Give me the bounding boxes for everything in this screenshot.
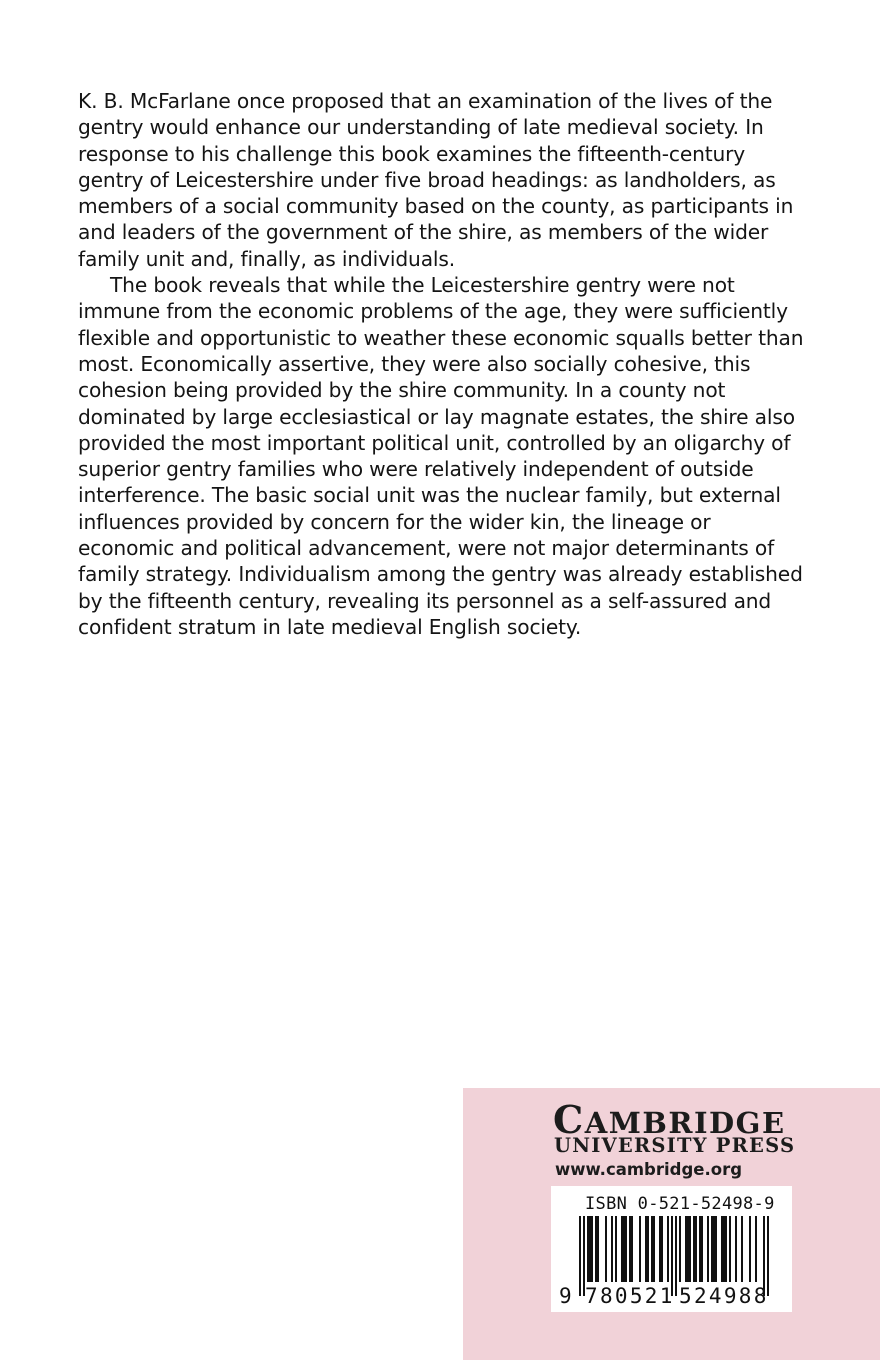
barcode-bar — [587, 1216, 589, 1282]
barcode-bar — [605, 1216, 607, 1282]
barcode-bar — [723, 1216, 725, 1282]
barcode-bar — [725, 1216, 727, 1282]
barcode-bar — [721, 1216, 723, 1282]
ean-right-group: 524988 — [679, 1284, 769, 1308]
ean-left-group: 780521 — [585, 1284, 675, 1308]
publisher-logo-cambridge: CAMBRIDGE — [553, 1097, 786, 1142]
barcode-bar — [631, 1216, 633, 1282]
barcode-bar — [621, 1216, 623, 1282]
barcode-bar — [675, 1216, 677, 1296]
description-paragraph-2: The book reveals that while the Leicestershire gentry were not immune from the economic problems of the age, they were sufficiently flexible and opportunistic to weather these economic squalls better than most. Economically assertive, they were also socially cohesive, this cohesion being provided by the shire community. In a county not dominated by large ecclesiastical or lay magnate estates, the shire also provided the most important political unit, controlled by an oligarchy of superior gentry families who were relatively independent of outside interference. The basic social unit was the nuclear family, but external influences provided by concern for the wider kin, the lineage or economic and political advancement, were not major determinants of family strategy. Individualism among the gentry was already established by the fifteenth century, revealing its personnel as a self-assured and confident stratum in late medieval English society. — [78, 273, 804, 639]
publisher-logo-university-press: UNIVERSITY PRESS — [554, 1134, 796, 1157]
description-paragraph-1: K. B. McFarlane once proposed that an examination of the lives of the gentry would enhance our understanding of late medieval society. In response to his challenge this book examines the fifteenth-century gentry of Leicestershire under five broad headings: as landholders, as members of a social community based on the county, as participants in and leaders of the government of the shire, as members of the wider family unit and, finally, as individuals. — [78, 89, 794, 271]
barcode-bar — [597, 1216, 599, 1282]
barcode-bar — [707, 1216, 709, 1282]
barcode-bar — [595, 1216, 597, 1282]
barcode-bar — [647, 1216, 649, 1282]
barcode-bar — [741, 1216, 743, 1282]
barcode-bar — [645, 1216, 647, 1282]
barcode-bar — [749, 1216, 751, 1282]
barcode-bar — [615, 1216, 617, 1282]
barcode-bar — [659, 1216, 661, 1282]
barcode-bar — [653, 1216, 655, 1282]
barcode-bar — [729, 1216, 731, 1282]
barcode-bar — [687, 1216, 689, 1282]
barcode-bar — [695, 1216, 697, 1282]
isbn-barcode — [551, 1186, 792, 1312]
barcode-bar — [629, 1216, 631, 1282]
barcode-bar — [611, 1216, 613, 1282]
barcode-bar — [713, 1216, 715, 1282]
barcode-bar — [679, 1216, 681, 1282]
barcode-bar — [735, 1216, 737, 1282]
barcode-bar — [625, 1216, 627, 1282]
publisher-panel — [463, 1088, 880, 1360]
publisher-website: www.cambridge.org — [555, 1160, 743, 1179]
barcode-bar — [711, 1216, 713, 1282]
barcode-bar — [639, 1216, 641, 1282]
barcode-bar — [651, 1216, 653, 1282]
barcode-bar — [667, 1216, 669, 1282]
barcode-bar — [693, 1216, 695, 1282]
ean-first-digit: 9 — [559, 1284, 574, 1308]
barcode-bar — [661, 1216, 663, 1282]
barcode-bar — [591, 1216, 593, 1282]
barcode-bar — [579, 1216, 581, 1296]
barcode-bar — [623, 1216, 625, 1282]
barcode-bar — [589, 1216, 591, 1282]
barcode-bar — [701, 1216, 703, 1282]
barcode-bar — [689, 1216, 691, 1282]
barcode-bar — [715, 1216, 717, 1282]
isbn-number: ISBN 0-521-52498-9 — [585, 1194, 775, 1214]
barcode-bar — [685, 1216, 687, 1282]
back-cover-description — [78, 88, 806, 640]
barcode-bar — [755, 1216, 757, 1282]
barcode-bar — [699, 1216, 701, 1282]
